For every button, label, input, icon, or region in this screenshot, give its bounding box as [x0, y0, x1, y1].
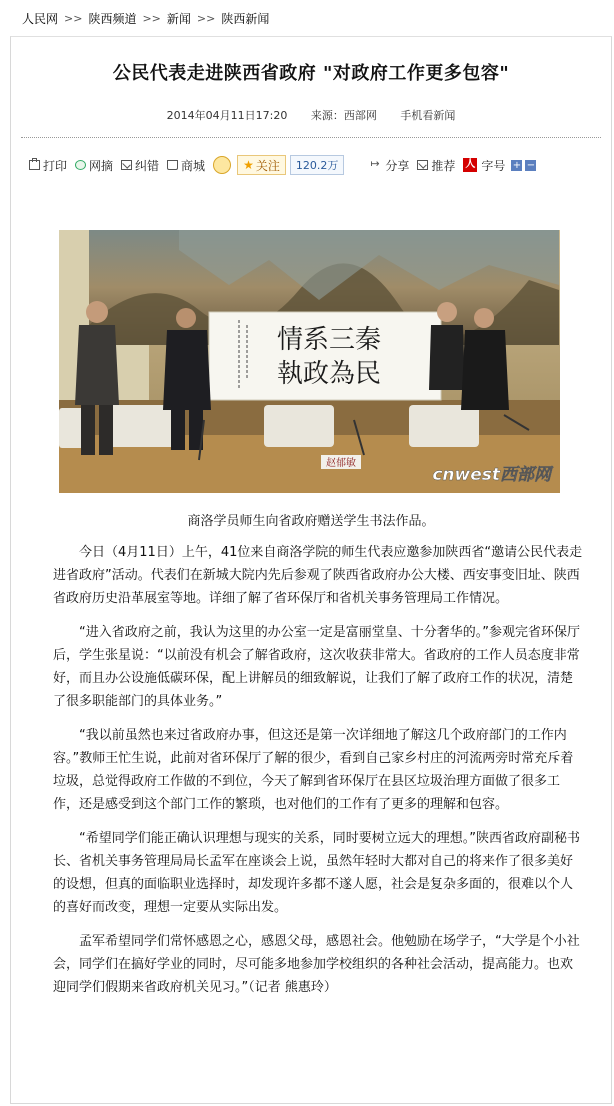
nameplate-text: 赵郁敏 — [326, 458, 356, 469]
mail-icon — [121, 160, 132, 170]
print-label: 打印 — [43, 158, 68, 173]
breadcrumb-separator: >> — [142, 11, 161, 25]
renmin-logo-icon: 人 — [465, 159, 476, 170]
fontsize-control — [463, 157, 536, 174]
breadcrumb — [0, 0, 614, 36]
paragraph: “我以前虽然也来过省政府办事，但这还是第一次详细地了解这几个政府部门的工作内容。”教师王忙生说，此前对省环保厅了解的很少，看到自己家乡村庄的河流两旁时常充斥着垃圾，总觉得政府工作做的不到位，今天了解到省环保厅在县区垃圾治理方面做了很多工作，还是感受到这个部门工作的繁琐，也对他们的工作有了更多的理解和包容。 — [53, 728, 574, 812]
recommend-button[interactable] — [417, 157, 455, 174]
article-photo — [59, 230, 560, 493]
calligraphy-line2: 執政為民 — [276, 359, 382, 389]
follow-button[interactable] — [237, 155, 286, 175]
paragraph: “希望同学们能正确认识理想与现实的关系，同时要树立远大的理想。”陕西省政府副秘书长、省机关事务管理局局长孟军在座谈会上说，虽然年轻时大都对自己的将来作了很多美好的设想，但真的面临职业选择时，却发现许多都不遂人愿，社会是复杂多面的，很难以个人的喜好而改变，理想一定要从实际出发。 — [53, 831, 580, 915]
mobile-news-link[interactable]: 手机看新闻 — [400, 109, 456, 122]
breadcrumb-link-renmin[interactable]: 人民网 — [22, 11, 59, 26]
article-meta — [11, 107, 611, 123]
breadcrumb-link-shaanxi-news[interactable]: 陕西新闻 — [221, 11, 270, 26]
watermark-logo: cnwest西部网 — [432, 465, 551, 485]
bookmark-icon — [75, 160, 86, 170]
follow-label: 关注 — [255, 158, 280, 173]
article-title: 公民代表走进陕西省政府 "对政府工作更多包容" — [112, 63, 510, 84]
share-icon — [370, 160, 382, 170]
cart-icon — [167, 160, 178, 170]
netpick-label: 网摘 — [89, 158, 114, 173]
netpick-button[interactable] — [75, 157, 113, 174]
correct-button[interactable] — [121, 157, 159, 174]
article-body — [53, 541, 583, 1010]
photo-caption: 商洛学员师生向省政府赠送学生书法作品。 — [187, 514, 435, 529]
star-icon: ★ — [243, 158, 254, 172]
mall-button[interactable] — [167, 157, 205, 174]
article-container — [10, 36, 612, 1104]
paragraph: “进入省政府之前，我认为这里的办公室一定是富丽堂皇、十分奢华的。”参观完省环保厅后，学生张星说：“以前没有机会了解省政府，这次收获非常大。省政府的工作人员态度非常好，而且办公设施低碳环保，配上讲解员的细致解说，让我们了解了政府工作的状况，清楚了很多职能部门的具体业务。” — [53, 625, 580, 709]
mail-icon — [417, 160, 428, 170]
article-source: 来源：西部网 — [310, 109, 377, 122]
calligraphy-line1: 情系三秦 — [276, 325, 382, 355]
paragraph: 今日（4月11日）上午，41位来自商洛学院的师生代表应邀参加陕西省“邀请公民代表走进省政府”活动。代表们在新城大院内先后参观了陕西省政府办公大楼、西安事变旧址、陕西省政府历史沿革展室等地。详细了解了省环保厅和省机关事务管理局工作情况。 — [53, 545, 583, 606]
share-button[interactable] — [370, 157, 409, 174]
follow-count: 120.2万 — [290, 155, 345, 175]
printer-icon — [29, 160, 40, 170]
print-button[interactable] — [29, 157, 67, 174]
breadcrumb-separator: >> — [196, 11, 216, 25]
font-increase-button[interactable]: + — [512, 159, 522, 171]
medal-icon[interactable] — [213, 156, 231, 174]
paragraph: 孟军希望同学们常怀感恩之心，感恩父母，感恩社会。他勉励在场学子，“大学是个小社会，同学们在搞好学业的同时，尽可能多地参加学校组织的各种社会活动，提高能力。也欢迎同学们假期来省政府机关见习。”（记者 熊惠玲） — [53, 934, 580, 995]
breadcrumb-link-shaanxi-channel[interactable]: 陕西频道 — [88, 11, 137, 26]
publish-datetime: 2014年04月11日17:20 — [166, 109, 288, 122]
breadcrumb-separator: >> — [64, 11, 83, 25]
breadcrumb-link-news[interactable]: 新闻 — [166, 11, 191, 26]
font-decrease-button[interactable]: − — [526, 159, 536, 171]
share-label: 分享 — [385, 158, 410, 173]
article-toolbar — [11, 154, 611, 176]
divider — [21, 137, 601, 138]
recommend-label: 推荐 — [431, 158, 456, 173]
photo-illustration — [59, 230, 560, 493]
mall-label: 商城 — [181, 158, 206, 173]
correct-label: 纠错 — [135, 158, 160, 173]
fontsize-label: 字号 — [481, 158, 506, 173]
